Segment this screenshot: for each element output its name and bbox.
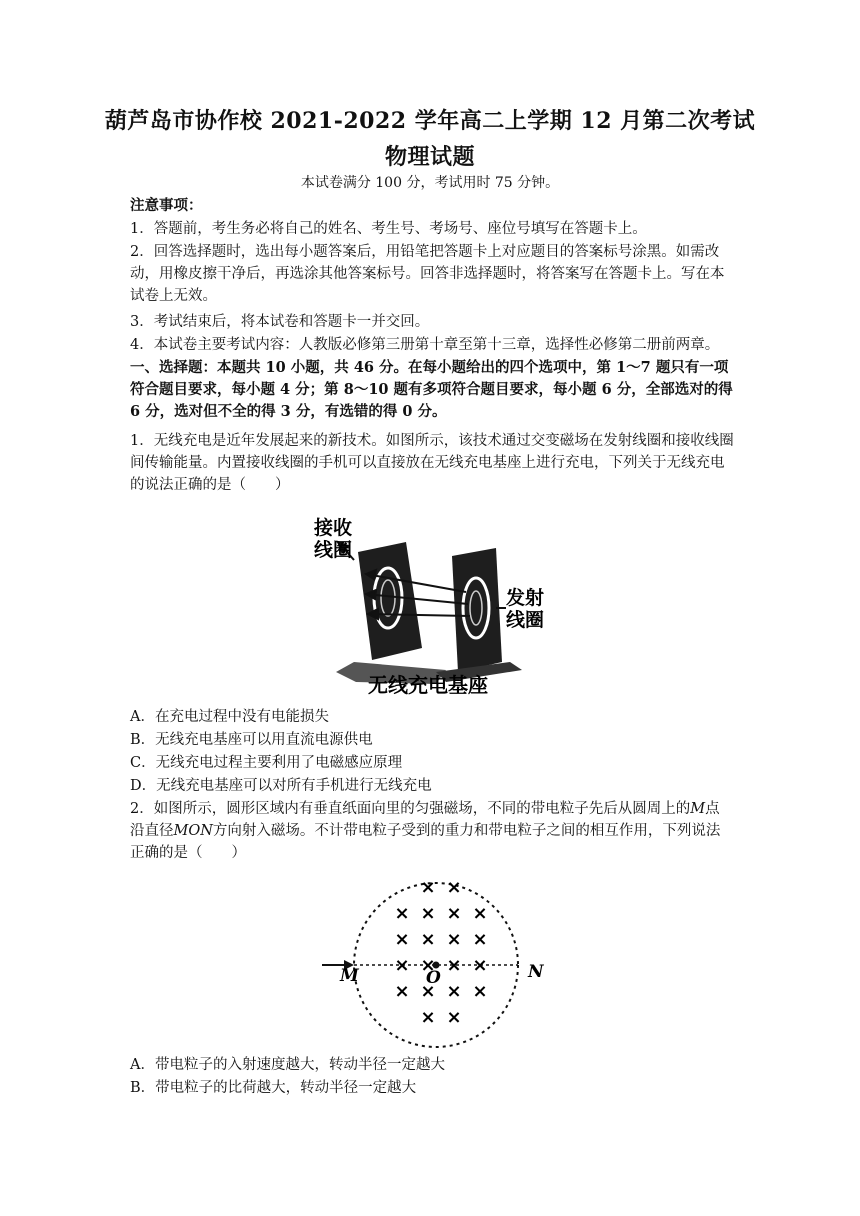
field-cross-icon: × [472, 955, 488, 976]
label-m: M [340, 966, 359, 986]
subject-title: 物理试题 [384, 144, 475, 170]
notes-heading: 注意事项： [130, 197, 203, 214]
q2-option-b: B．带电粒子的比荷越大，转动半径一定越大 [130, 1080, 417, 1096]
phone-body [358, 542, 422, 660]
field-cross-icon: × [420, 1007, 436, 1028]
q1-option-a: A．在充电过程中没有电能损失 [130, 709, 329, 725]
note-4: 4．本试卷主要考试内容：人教版必修第三册第十章至第十三章，选择性必修第二册前两章。 [130, 337, 720, 353]
q2-stem-part1: 2．如图所示，圆形区域内有垂直纸面向里的匀强磁场，不同的带电粒子先后从圆周上的 [130, 801, 691, 817]
q2-stem-m: M [690, 801, 706, 817]
note-2: 2．回答选择题时，选出每小题答案后，用铅笔把答题卡上对应题目的答案标号涂黑。如需改动，用橡皮擦干净后，再选涂其他答案标号。回答非选择题时，将答案写在答题卡上。写在本试卷上无效。 [130, 244, 725, 304]
q2-stem-mon: MON [173, 823, 213, 839]
field-cross-icon: × [472, 903, 488, 924]
label-transmit-2: 线圈 [506, 609, 545, 631]
charger-base-body [452, 548, 502, 672]
wireless-charger-figure [296, 512, 560, 696]
field-cross-icon: × [446, 955, 462, 976]
field-cross-icon: × [420, 955, 436, 976]
exam-subtitle: 本试卷满分 100 分，考试用时 75 分钟。 [300, 175, 560, 191]
field-cross-icon: × [420, 877, 436, 898]
note-1: 1．答题前，考生务必将自己的姓名、考生号、考场号、座位号填写在答题卡上。 [130, 221, 647, 237]
q2-stem-part3: 方向射入磁场。不计带电粒子受到的重力和带电粒子之间的相互作用，下列说法正确的是（ ） [130, 823, 721, 861]
field-cross-icon: × [446, 929, 462, 950]
field-cross-icon: × [394, 981, 410, 1002]
field-cross-icon: × [446, 877, 462, 898]
q1-option-c: C．无线充电过程主要利用了电磁感应原理 [130, 755, 403, 771]
question-2-stem [130, 798, 734, 864]
field-cross-icon: × [394, 955, 410, 976]
exam-title: 葫芦岛市协作校 2021-2022 学年高二上学期 12 月第二次考试 [104, 108, 756, 134]
q2-option-a: A．带电粒子的入射速度越大，转动半径一定越大 [130, 1057, 445, 1073]
note-3: 3．考试结束后，将本试卷和答题卡一并交回。 [130, 314, 430, 330]
label-o: O [426, 968, 441, 988]
field-cross-icon: × [446, 903, 462, 924]
magnetic-field-crosses [394, 877, 487, 1028]
label-receive-2: 线圈 [314, 539, 353, 561]
field-cross-icon: × [394, 929, 410, 950]
field-cross-icon: × [394, 903, 410, 924]
field-cross-icon: × [472, 929, 488, 950]
magnetic-field-figure [318, 877, 550, 1049]
field-cross-icon: × [446, 981, 462, 1002]
q1-option-b: B．无线充电基座可以用直流电源供电 [130, 732, 373, 748]
field-cross-icon: × [472, 981, 488, 1002]
q1-option-d: D．无线充电基座可以对所有手机进行无线充电 [130, 778, 432, 794]
label-receive-1: 接收 [314, 517, 353, 539]
field-cross-icon: × [420, 981, 436, 1002]
label-n: N [528, 962, 544, 982]
field-cross-icon: × [420, 903, 436, 924]
field-cross-icon: × [420, 929, 436, 950]
figure-1-caption: 无线充电基座 [368, 673, 488, 696]
field-cross-icon: × [446, 1007, 462, 1028]
section-heading: 一、选择题：本题共 10 小题，共 46 分。在每小题给出的四个选项中，第 1～7 题只有一项符合题目要求，每小题 4 分；第 8～10 题有多项符合题目要求，每小题 6 分，全部选对的得 6 分，选对但不全的得 3 分，有选错的得 0 分。 [130, 359, 733, 420]
question-1-stem: 1．无线充电是近年发展起来的新技术。如图所示，该技术通过交变磁场在发射线圈和接收线圈间传输能量。内置接收线圈的手机可以直接放在无线充电基座上进行充电，下列关于无线充电的说法正确的是（ ） [130, 433, 734, 493]
q2-stem-part2: 点沿直径 [130, 801, 720, 839]
label-transmit-1: 发射 [506, 587, 545, 609]
